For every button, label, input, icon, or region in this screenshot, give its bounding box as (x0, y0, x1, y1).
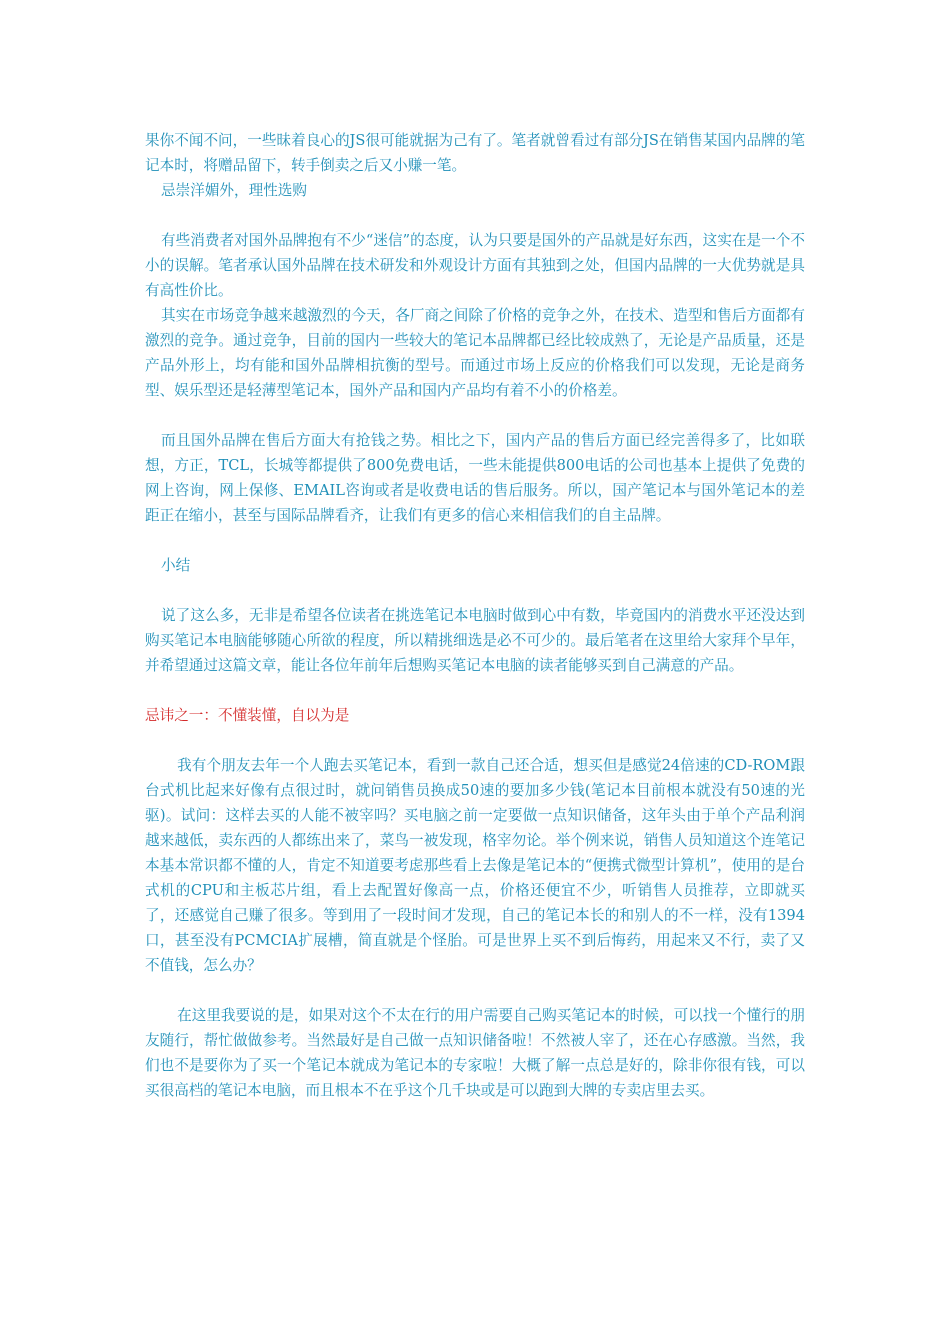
spacer (145, 403, 805, 428)
paragraph-5: 说了这么多，无非是希望各位读者在挑选笔记本电脑时做到心中有数，毕竟国内的消费水平还没达到购买笔记本电脑能够随心所欲的程度，所以精挑细选是必不可少的。最后笔者在这里给大家拜个早年，并希望通过这篇文章，能让各位年前年后想购买笔记本电脑的读者能够买到自己满意的产品。 (145, 607, 805, 674)
paragraph-1: 果你不闻不问，一些昧着良心的JS很可能就据为己有了。笔者就曾看过有部分JS在销售某国内品牌的笔记本时，将赠品留下，转手倒卖之后又小赚一笔。 (145, 132, 805, 174)
spacer (145, 578, 805, 603)
spacer (145, 203, 805, 228)
paragraph-4: 而且国外品牌在售后方面大有抢钱之势。相比之下，国内产品的售后方面已经完善得多了，比如联想，方正，TCL，长城等都提供了800免费电话，一些未能提供800电话的公司也基本上提供了免费的网上咨询，网上保修、EMAIL咨询或者是收费电话的售后服务。所以，国产笔记本与国外笔记本的差距正在缩小，甚至与国际品牌看齐，让我们有更多的信心来相信我们的自主品牌。 (145, 432, 805, 524)
paragraph-3: 其实在市场竞争越来越激烈的今天，各厂商之间除了价格的竞争之外，在技术、造型和售后方面都有激烈的竞争。通过竞争，目前的国内一些较大的笔记本品牌都已经比较成熟了，无论是产品质量，还是产品外形上，均有能和国外品牌相抗衡的型号。而通过市场上反应的价格我们可以发现，无论是商务型、娱乐型还是轻薄型笔记本，国外产品和国内产品均有着不小的价格差。 (145, 307, 805, 399)
document-page (145, 128, 805, 1103)
section-heading-2: 小结 (161, 557, 191, 574)
paragraph-6: 我有个朋友去年一个人跑去买笔记本，看到一款自己还合适，想买但是感觉24倍速的CD-ROM跟台式机比起来好像有点很过时，就问销售员换成50速的要加多少钱(笔记本目前根本就没有50速的光驱)。试问：这样去买的人能不被宰吗？买电脑之前一定要做一点知识储备，这年头由于单个产品利润越来越低，卖东西的人都练出来了，菜鸟一被发现，格宰勿论。举个例来说，销售人员知道这个连笔记本基本常识都不懂的人，肯定不知道要考虑那些看上去像是笔记本的“便携式微型计算机”，使用的是台式机的CPU和主板芯片组，看上去配置好像高一点，价格还便宜不少，听销售人员推荐，立即就买了，还感觉自己赚了很多。等到用了一段时间才发现，自己的笔记本长的和别人的不一样，没有1394口，甚至没有PCMCIA扩展槽，简直就是个怪胎。可是世界上买不到后悔药，用起来又不行，卖了又不值钱，怎么办？ (145, 757, 805, 974)
section-heading-3: 忌讳之一：不懂装懂，自以为是 (145, 707, 350, 724)
spacer (145, 728, 805, 753)
spacer (145, 978, 805, 1003)
spacer (145, 678, 805, 703)
spacer (145, 528, 805, 553)
paragraph-2: 有些消费者对国外品牌抱有不少“迷信”的态度，认为只要是国外的产品就是好东西，这实在是一个不小的误解。笔者承认国外品牌在技术研发和外观设计方面有其独到之处，但国内品牌的一大优势就是具有高性价比。 (145, 232, 805, 299)
section-heading-1: 忌崇洋媚外，理性选购 (161, 182, 307, 199)
paragraph-7: 在这里我要说的是，如果对这个不太在行的用户需要自己购买笔记本的时候，可以找一个懂行的朋友随行，帮忙做做参考。当然最好是自己做一点知识储备啦！不然被人宰了，还在心存感激。当然，我们也不是要你为了买一个笔记本就成为笔记本的专家啦！大概了解一点总是好的，除非你很有钱，可以买很高档的笔记本电脑，而且根本不在乎这个几千块或是可以跑到大牌的专卖店里去买。 (145, 1007, 805, 1099)
